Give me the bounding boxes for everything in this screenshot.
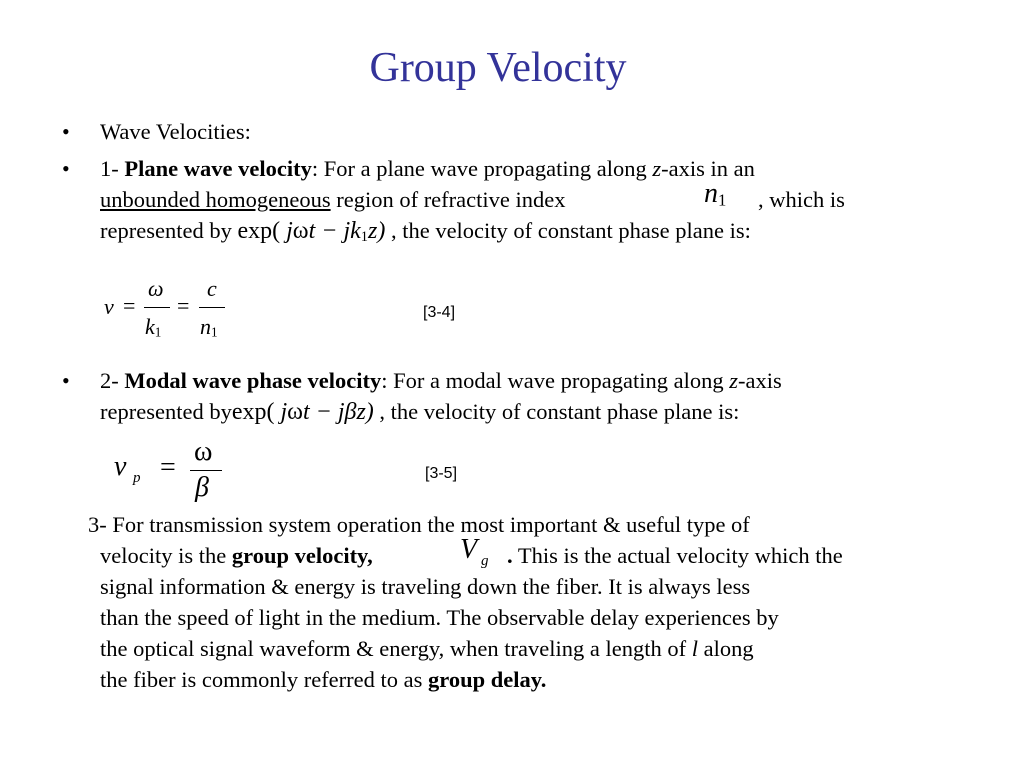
fraction-bar — [199, 307, 225, 308]
wave-velocities-heading: Wave Velocities: — [100, 119, 251, 144]
omega-symbol: ω — [287, 399, 303, 425]
item-number: 1- — [100, 156, 125, 181]
j-symbol: j — [286, 218, 293, 244]
eq-v: v — [114, 451, 127, 482]
equation-label: [3-4] — [423, 304, 456, 321]
eq-omega: ω — [194, 436, 213, 467]
plane-wave-text: , which is — [758, 187, 845, 212]
period: . — [507, 543, 513, 568]
page-title: Group Velocity — [369, 45, 627, 91]
eq-p-subscript: p — [133, 470, 141, 486]
bullet-icon: • — [62, 368, 70, 393]
l-symbol: l — [691, 636, 698, 661]
group-velocity-line-5 — [100, 633, 754, 664]
modal-wave-text: , the velocity of constant phase plane is: — [373, 399, 740, 424]
plane-wave-text: -axis in an — [661, 156, 755, 181]
bullet-icon: • — [62, 156, 70, 181]
k-subscript: 1 — [154, 324, 162, 340]
equation-label: [3-5] — [425, 465, 458, 482]
eq-n1 — [200, 314, 218, 341]
eq-c: c — [207, 276, 217, 301]
group-delay-term: group delay. — [428, 667, 547, 692]
vg-symbol: V — [460, 534, 478, 565]
eq-omega: ω — [148, 276, 164, 301]
unbounded-homogeneous-term: unbounded homogeneous — [100, 187, 331, 212]
group-velocity-line-6 — [100, 664, 546, 695]
eq-equals: = — [160, 452, 176, 483]
z-close: z) — [367, 218, 386, 244]
k-symbol: k — [145, 314, 155, 339]
group-velocity-text: velocity is the — [100, 543, 232, 568]
group-velocity-line-3: signal information & energy is traveling down the fiber. It is always less — [100, 574, 751, 599]
plane-wave-text: : For a plane wave propagating along — [311, 156, 653, 181]
t-minus: t − — [308, 218, 344, 244]
modal-wave-line-2 — [100, 396, 739, 428]
plane-wave-exp — [237, 218, 385, 244]
exp-prefix: exp( — [237, 218, 287, 244]
omega-symbol: ω — [292, 218, 309, 244]
modal-wave-text: -axis — [738, 368, 782, 393]
j-symbol: j — [280, 399, 288, 425]
fraction-bar — [144, 307, 170, 308]
t-minus: t − — [302, 399, 338, 425]
eq-beta: β — [195, 472, 209, 503]
eq-k1 — [145, 314, 161, 341]
exp-prefix: exp( — [231, 399, 281, 425]
modal-wave-line-1 — [100, 365, 782, 396]
group-velocity-text: along — [697, 636, 754, 661]
n-symbol: n — [704, 178, 718, 209]
modal-wave-text: : For a modal wave propagating along — [381, 368, 730, 393]
eq-equals: = — [177, 293, 190, 318]
plane-wave-term: Plane wave velocity — [124, 156, 312, 181]
eq-v: v — [104, 294, 114, 319]
group-velocity-text: This is the actual velocity which the — [512, 543, 843, 568]
plane-wave-text: represented by — [100, 218, 238, 243]
modal-wave-term: Modal wave phase velocity — [124, 368, 382, 393]
z-symbol: z — [652, 156, 662, 181]
plane-wave-line-3 — [100, 215, 751, 253]
modal-wave-exp — [232, 399, 374, 425]
group-velocity-term: group velocity, — [231, 543, 373, 568]
z-close: z) — [356, 399, 374, 425]
group-velocity-line-4: than the speed of light in the medium. The observable delay experiences by — [100, 605, 779, 630]
n-symbol: n — [200, 314, 211, 339]
plane-wave-text: , the velocity of constant phase plane is: — [385, 218, 751, 243]
item-number: 2- — [100, 368, 125, 393]
plane-wave-line-1 — [100, 153, 755, 184]
group-velocity-line-2-end — [507, 540, 843, 571]
refractive-index-symbol — [704, 178, 726, 215]
plane-wave-line-2 — [100, 184, 565, 215]
jk-symbol: jk — [343, 218, 361, 244]
group-velocity-line-1: 3- For transmission system operation the most important & useful type of — [88, 512, 750, 537]
plane-wave-text: region of refractive index — [330, 187, 566, 212]
eq-equals: = — [123, 293, 136, 318]
group-velocity-text: the fiber is commonly referred to as — [100, 667, 429, 692]
jbeta-symbol: jβ — [337, 399, 357, 425]
modal-wave-text: represented by — [100, 399, 232, 424]
n-subscript: 1 — [211, 324, 218, 340]
vg-subscript: g — [481, 553, 489, 569]
z-symbol: z — [729, 368, 739, 393]
bullet-icon: • — [62, 119, 70, 144]
group-velocity-text: the optical signal waveform & energy, when traveling a length of — [100, 636, 692, 661]
fraction-bar — [190, 470, 222, 471]
group-velocity-line-2 — [100, 540, 373, 571]
k-subscript: 1 — [360, 228, 368, 245]
n-subscript: 1 — [718, 190, 727, 210]
